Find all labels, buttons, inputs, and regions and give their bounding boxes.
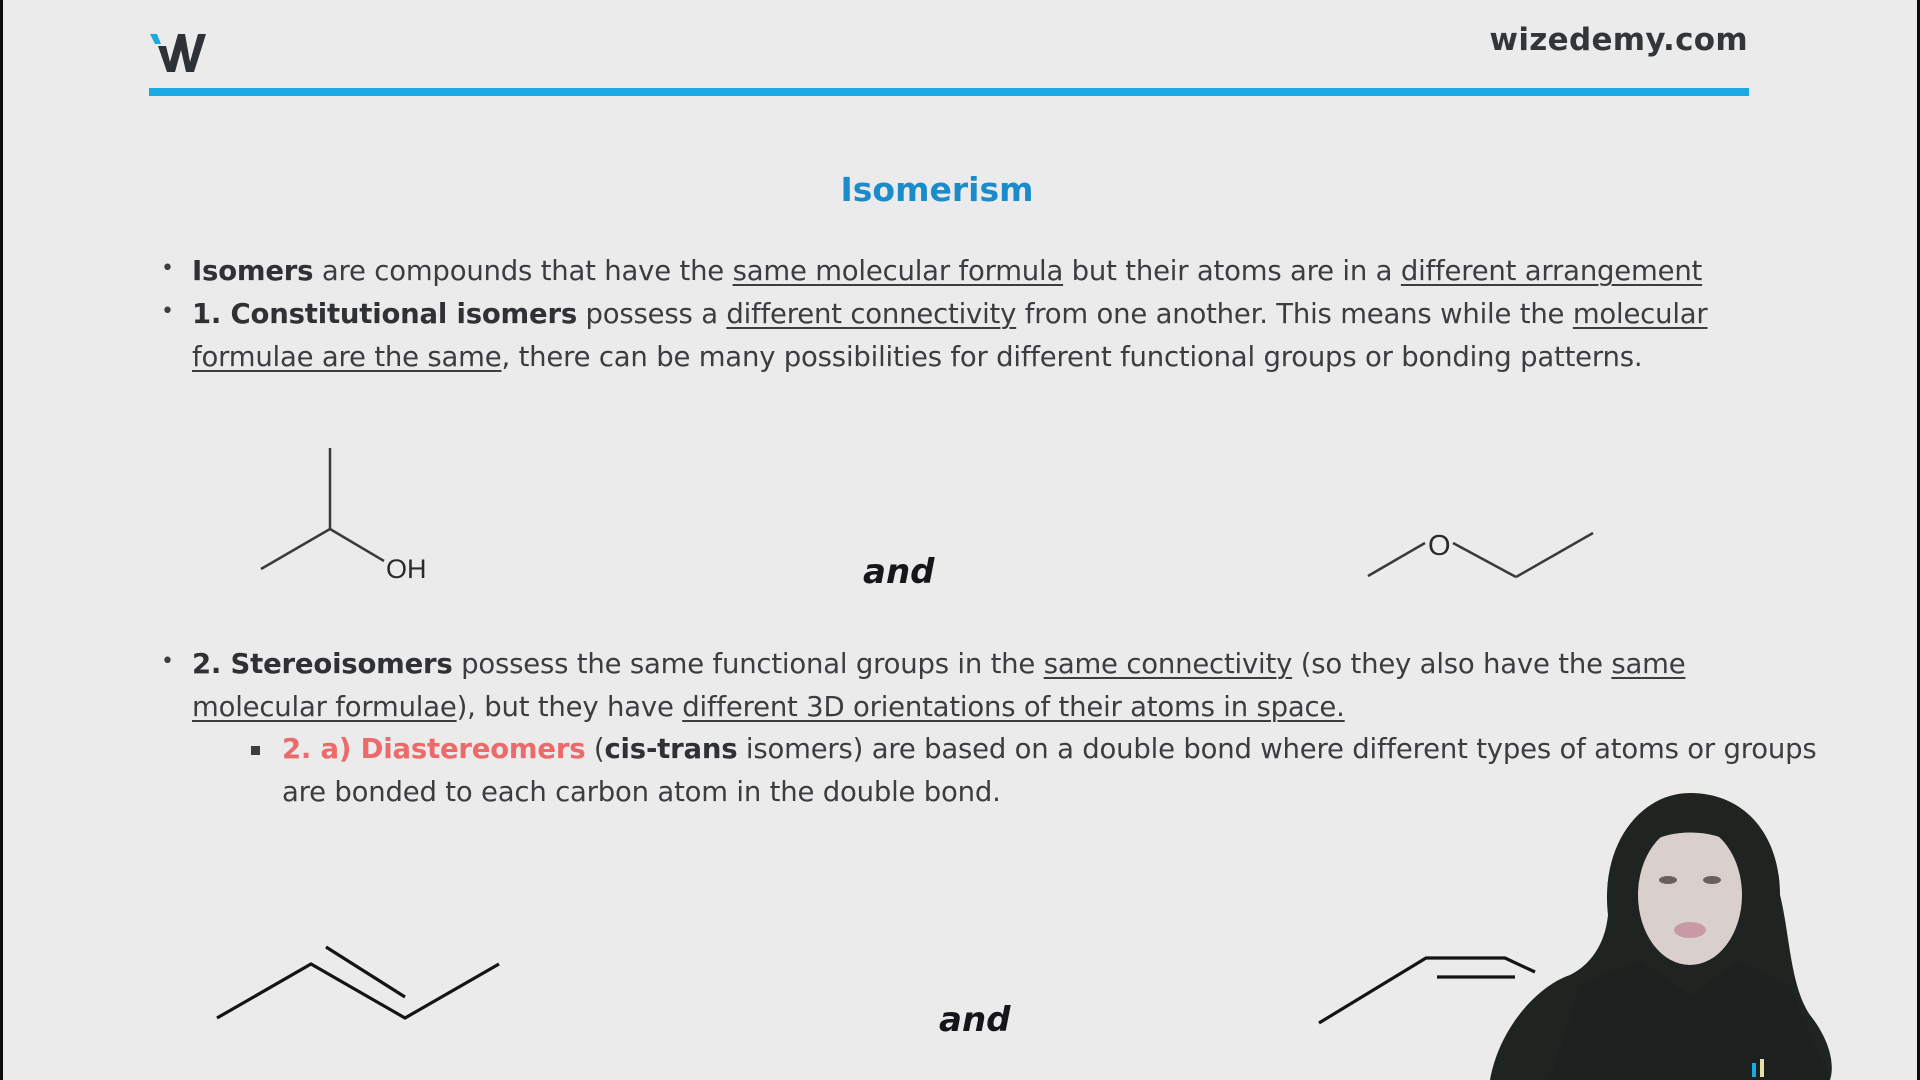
bullet-isomers: Isomers are compounds that have the same molecular formula but their atoms are in a different arrangement [192,255,1703,287]
header-rule [149,88,1749,96]
underlined-phrase: formulae are the same [192,341,502,373]
underlined-phrase: same connectivity [1043,648,1293,680]
slide-title: Isomerism [840,170,1034,209]
underlined-phrase: different connectivity [726,298,1017,330]
site-name: wizedemy.com [1489,22,1748,58]
underlined-phrase: different 3D orientations of their atoms in space. [682,691,1345,723]
sub-bullet-square [251,746,260,755]
term-constitutional: 1. Constitutional isomers [192,298,577,330]
bullet-dot: • [161,299,174,324]
term-isomers: Isomers [192,255,314,287]
and-label: and [939,1000,1011,1040]
ether-bonds [1365,515,1605,595]
underlined-phrase: same [1611,648,1686,680]
and-label: and [863,552,935,592]
bullet-stereoisomers: 2. Stereoisomers possess the same functional groups in the same connectivity (so they also have the same molecular formulae), but they have different 3D orientations of their atoms in space. [192,648,1686,723]
bullet-dot: • [161,256,174,281]
presenter-webcam [1490,785,1870,1080]
term-diastereomers: 2. a) Diastereomers [282,733,586,765]
wizedemy-logo-icon [148,30,210,76]
lecture-slide [3,0,1917,1080]
sub-bullet-diastereomers: 2. a) Diastereomers (cis-trans isomers) are based on a double bond where different types of atoms or groups are bonded to each carbon atom in the double bond. [282,733,1817,808]
trans-2-butene-structure [213,935,553,1025]
underlined-phrase: molecular [1572,298,1708,330]
term-cis-trans: cis-trans [604,733,738,765]
underlined-phrase: same molecular formula [732,255,1064,287]
underlined-phrase: different arrangement [1400,255,1703,287]
bullet-constitutional: 1. Constitutional isomers possess a different connectivity from one another. This means while the molecular formulae are the same, there can be many possibilities for different functional groups or bonding patterns. [192,298,1708,373]
underlined-phrase: molecular formulae [192,691,457,723]
isopropanol-structure [258,445,458,595]
svg-text:OH: OH [386,554,427,584]
term-stereoisomers: 2. Stereoisomers [192,648,453,680]
bullet-dot: • [161,649,174,674]
svg-text:O: O [1428,530,1451,562]
